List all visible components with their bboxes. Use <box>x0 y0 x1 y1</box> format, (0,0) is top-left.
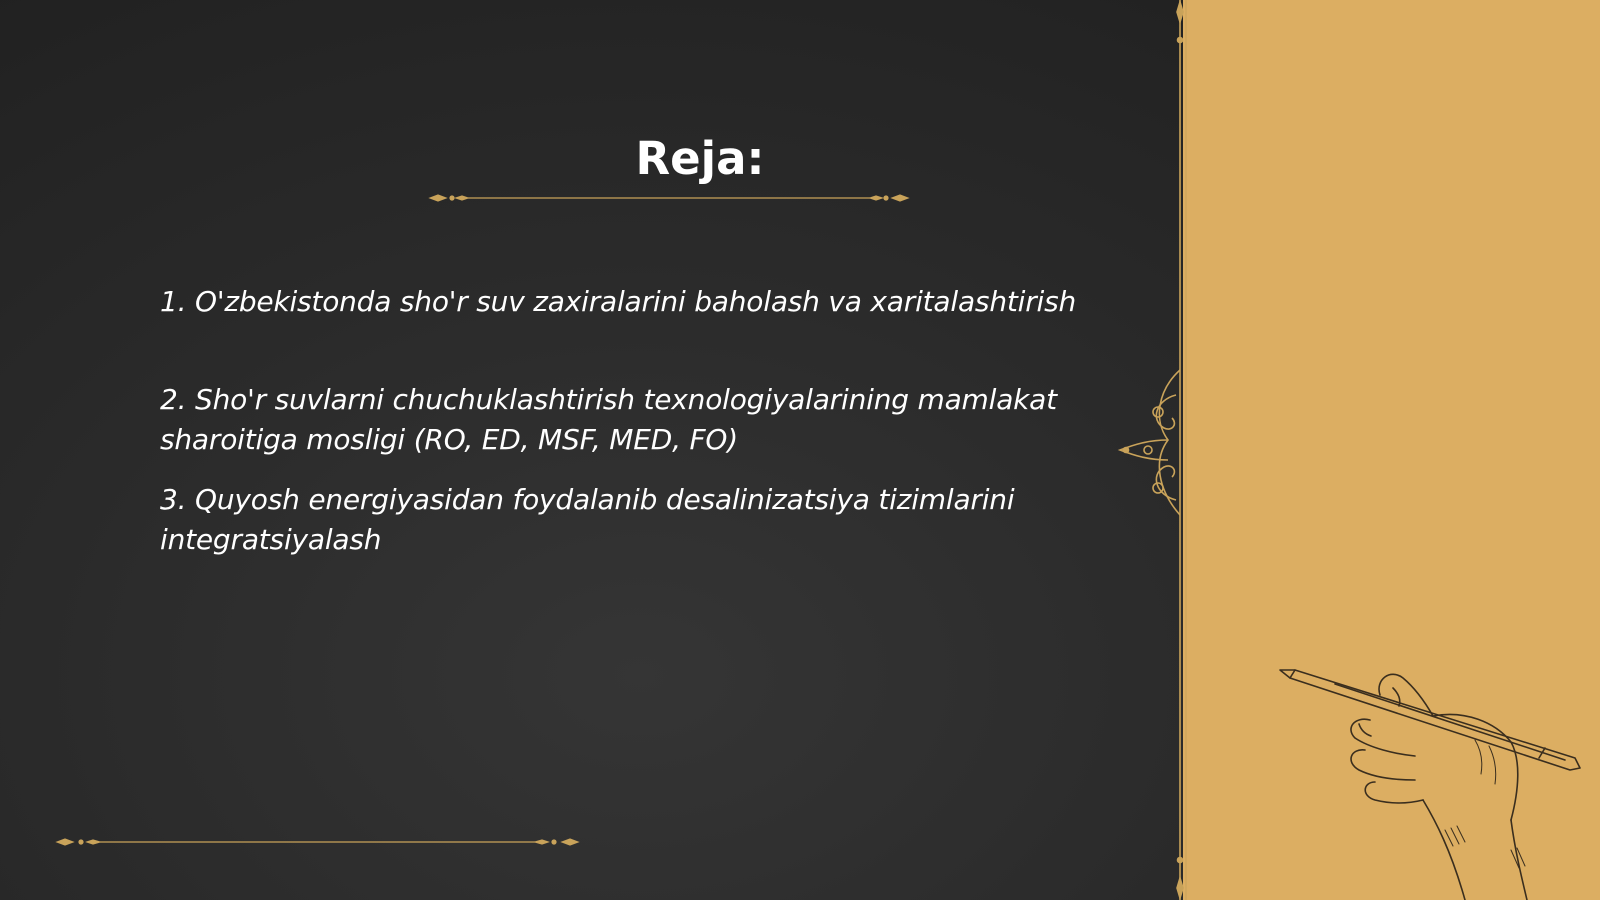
hand-with-pencil-icon <box>1275 650 1595 900</box>
plan-item-1: 1. O'zbekistonda sho'r suv zaxiralarini baholash va xaritalashtirish <box>160 285 1077 318</box>
plan-list <box>160 282 1150 560</box>
title-divider-ornament <box>428 188 910 208</box>
plan-item-2: 2. Sho'r suvlarni chuchuklashtirish texnologiyalarining mamlakat sharoitiga mosligi (RO, ED, MSF, MED, FO) <box>160 383 1057 456</box>
slide-title: Reja: <box>635 132 765 185</box>
plan-item-3: 3. Quyosh energiyasidan foydalanib desalinizatsiya tizimlarini integratsiyalash <box>160 483 1015 556</box>
bottom-divider-ornament <box>55 832 580 852</box>
